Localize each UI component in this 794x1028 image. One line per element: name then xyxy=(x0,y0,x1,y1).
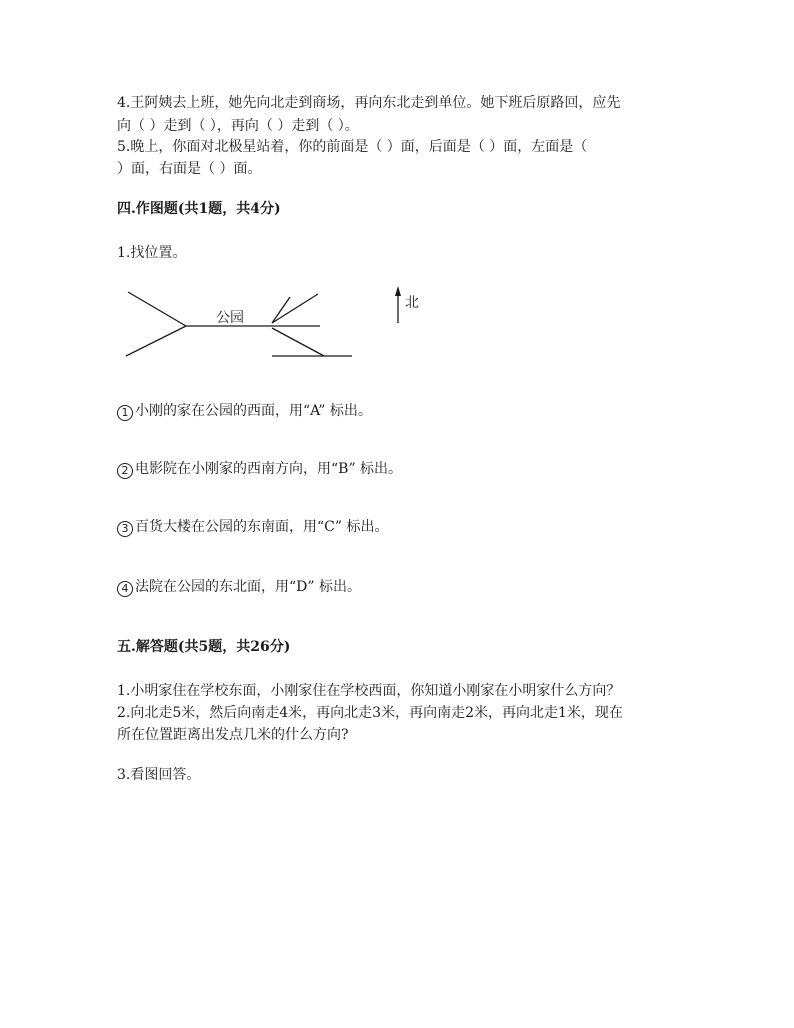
question-5-line-1: 5.晚上，你面对北极星站着，你的前面是（ ）面，后面是（ ）面，左面是（ xyxy=(117,139,588,155)
item-1 xyxy=(117,402,372,421)
section-4-heading: 四.作图题(共1题，共4分) xyxy=(117,201,281,217)
question-4-line-1: 4.王阿姨去上班，她先向北走到商场，再向东北走到单位。她下班后原路回，应先 xyxy=(117,95,621,111)
item-3 xyxy=(117,518,388,537)
question-4-line-2: 向（ ）走到（ ），再向（ ）走到（ ）。 xyxy=(117,118,359,134)
item-3-text: 百货大楼在公园的东南面，用“C” 标出。 xyxy=(135,519,389,535)
item-1-text: 小刚的家在公园的西面，用“A” 标出。 xyxy=(135,403,372,419)
road-west-lower xyxy=(126,326,186,356)
location-diagram xyxy=(0,0,794,400)
park-label: 公园 xyxy=(216,310,244,326)
section-5-question-3: 3.看图回答。 xyxy=(117,767,201,783)
section-4-question-1-title: 1.找位置。 xyxy=(117,245,187,261)
item-2 xyxy=(117,460,402,479)
question-5-line-2: ）面，右面是（ ）面。 xyxy=(117,161,262,177)
item-4-number-badge: 4 xyxy=(117,581,133,597)
road-ne-1 xyxy=(272,294,318,323)
item-1-number-badge: 1 xyxy=(117,405,133,421)
road-west-upper xyxy=(128,292,186,326)
item-2-text: 电影院在小刚家的西南方向，用“B” 标出。 xyxy=(135,461,403,477)
north-arrow-head xyxy=(395,286,401,296)
section-5-question-1: 1.小明家住在学校东面，小刚家住在学校西面，你知道小刚家在小明家什么方向？ xyxy=(117,683,621,699)
item-2-number-badge: 2 xyxy=(117,463,133,479)
north-label: 北 xyxy=(405,295,419,311)
item-3-number-badge: 3 xyxy=(117,521,133,537)
road-se xyxy=(272,328,324,356)
road-ne-2 xyxy=(272,297,290,323)
section-5-question-2-line-1: 2.向北走5米，然后向南走4米，再向北走3米，再向南走2米，再向北走1米，现在 xyxy=(117,705,623,721)
item-4 xyxy=(117,578,361,597)
item-4-text: 法院在公园的东北面，用“D” 标出。 xyxy=(135,579,361,595)
section-5-question-2-line-2: 所在位置距离出发点几米的什么方向? xyxy=(117,727,349,743)
section-5-heading: 五.解答题(共5题，共26分) xyxy=(117,639,291,655)
